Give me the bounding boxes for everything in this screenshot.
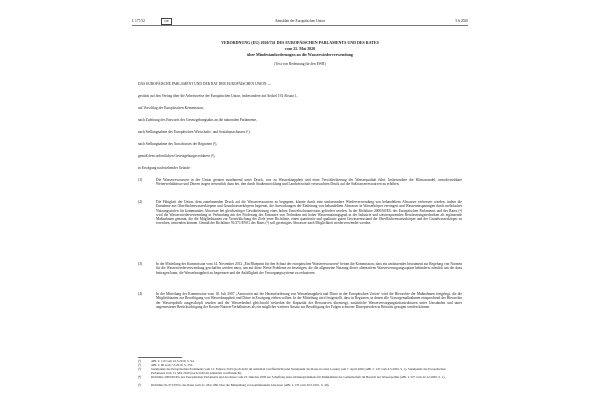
recital-text: Die Fähigkeit der Union, dem zunehmenden Druck auf die Wasserressourcen zu begegnen, könnte durch eine umfassendere Wiederverwendung von behandeltem Abwasser verbessert werden, indem die Entnahme aus Oberflächenwasserkörpern und Grundwasserkörpern begrenzt, die Auswirkungen der Einleitung von behandeltem Abwasser in Wasserkörper verringert und Wassereinsparungen durch mehrfaches Nutzungsstufen für kommunales Abwasser bei gleichzeitiger Gewährleistung eines hohen Umweltschutzniveaus gefördert werden. In der Richtlinie 2000/60/EG des Europäischen Parlaments und des Rates (⁴) wird die Wasserwiederverwendung in Verbindung mit der Förderung des Einsatzes von Techniken mit hoher Wassernutzungsgrad in der Industrie und wassersparenden Bewässerungstechniken als ergänzende Maßnahmen genannt, die die Mitgliedstaaten zur Verwirklichung der Ziele jener Richtlinie, einen quantitativ und qualitativ guten Gewässerzustand der Oberflächenwasserkörper und der Grundwasserkörper zu erreichen, anwenden können. Gemäß der Richtlinie 91/271/EWG des Rates (⁵) soll gereinigtes Abwasser nach Möglichkeit wiederverwendet werden. bbox=[156, 200, 462, 226]
regulation-title: VERORDNUNG (EU) 2020/741 DES EUROPÄISCHEN PARLAMENTS UND DES RATES bbox=[221, 40, 379, 45]
footnote-mark: (⁵) bbox=[138, 383, 142, 387]
footnote-mark: (²) bbox=[138, 363, 142, 367]
document-page bbox=[132, 0, 468, 400]
recital-text: In der Mitteilung der Kommission vom 14. November 2012 „Ein Blueprint für den Schutz der europäischen Wasserressourcen“ betont die Kommission, dass ein umfassendes Instrument zur Regelung von Normen für die Wasserwiederverwendung geschaffen werden muss, um auf diese Weise Probleme zu beseitigen, die die allgemeine Nutzung dieser alternativen Wasserversorgungsoption behindern, nämlich um die dazu beitragen kann, die Wasserknappheit zu begrenzen und die Anfälligkeit der Versorgungssysteme zu reduzieren. bbox=[156, 262, 462, 275]
citation-cor: nach Stellungnahme des Ausschusses der Regionen (²), bbox=[138, 142, 218, 146]
footnote-mark: (³) bbox=[138, 367, 142, 371]
footnote-text: Richtlinie 91/271/EWG des Rates vom 21. Mai 1991 über die Behandlung von kommunalem Abwasser (ABl. L 135 vom 30.5.1991, S. 40). bbox=[151, 383, 330, 387]
eea-relevance: (Text von Bedeutung für den EWR) bbox=[274, 62, 326, 66]
citation-eesc: nach Stellungnahme des Europäischen Wirtschafts- und Sozialausschusses (¹), bbox=[138, 130, 251, 134]
page-header bbox=[132, 16, 468, 26]
footnote-text: Standpunkt des Europäischen Parlaments vom 12. Februar 2019 (noch nicht im Amtsblatt veröffentlicht) und Standpunkt des Rates in erster Lesung vom 7. April 2020 (ABl. C 147 vom 4.5.2020, S. 1). Standpunkt des Europäischen Parlaments vom 13. Mai 2020 (noch nicht im Amtsblatt veröffentlicht). bbox=[151, 367, 446, 375]
footnote-mark: (¹) bbox=[138, 359, 142, 363]
recital-text: Die Wasserressourcen in der Union geraten zunehmend unter Druck, was zu Wasserknappheit und einer Verschlechterung der Wasserqualität führt. Insbesondere der Klimawandel, unvorhersehbare Wetterverhältnisse und Dürren tragen wesentlich dazu bei, den durch Stadtentwicklung und Landwirtschaft verursachten Druck auf die Süßwasserressourcen zu erhöhen. bbox=[156, 178, 462, 187]
regulation-subject: über Mindestanforderungen an die Wasserwiederverwendung bbox=[247, 52, 353, 57]
regulation-date: vom 25. Mai 2020 bbox=[284, 46, 316, 51]
page-reference: L 177/32 bbox=[132, 19, 145, 23]
journal-name: Amtsblatt der Europäischen Union bbox=[274, 19, 325, 23]
preamble-intro: DAS EUROPÄISCHE PARLAMENT UND DER RAT DER EUROPÄISCHEN UNION — bbox=[138, 82, 272, 86]
footnote-rule bbox=[138, 357, 182, 358]
footnote-text: ABl. C 86 vom 7.3.2019, S. 353. bbox=[151, 363, 193, 367]
citation-treaty: gestützt auf den Vertrag über die Arbeitsweise der Europäischen Union, insbesondere auf Artikel 192 Absatz 1, bbox=[138, 94, 298, 98]
language-badge: DE bbox=[161, 18, 172, 25]
footnote-text: ABl. C 110 vom 22.3.2019, S. 94. bbox=[151, 359, 195, 363]
footnote-mark: (⁴) bbox=[138, 375, 142, 379]
recital-number: (2) bbox=[138, 200, 143, 204]
footnote-text: Richtlinie 2000/60/EG des Europäischen Parlaments und des Rates vom 23. Oktober 2000 zur Schaffung eines Ordnungsrahmens für Maßnahmen der Gemeinschaft im Bereich der Wasserpolitik (ABl. L 327 vom 22.12.2000, S. 1). bbox=[151, 375, 446, 379]
publication-date: 5.6.2020 bbox=[455, 19, 468, 23]
recital-text: In der Mitteilung der Kommission vom 18. Juli 2007 „Antworten auf die Herausforderung von Wasserknappheit und Dürre in der Europäischen Union“ wird die Hierarchie der Maßnahmen festgelegt, die die Mitgliedstaaten zur Bewältigung von Wasserknappheit und Dürre in Erwägung ziehen sollten. In der Mitteilung wird festgestellt, dass in Regionen, in denen alle Vorsorgemaßnahmen entsprechend der Hierarchie der Wasserpolitik ausgeschöpft wurden und der Wasserbedarf gleichwohl weiterhin die Kapazität der Ressourcen übersteigt, zusätzliche Wasserversorgungsinfrastrukturen unter Umständen und unter angemessener Berücksichtigung der Kosten-Nutzen-Verhältnisses als ein möglicher weiterer Ansatz zur Bewältigung der Folgen schwerer Dürreperioden in Betracht gezogen werden können. bbox=[156, 292, 462, 309]
recitals-intro: in Erwägung nachstehender Gründe: bbox=[138, 166, 191, 170]
citation-national-parliaments: nach Zuleitung des Entwurfs des Gesetzgebungsakts an die nationalen Parlamente, bbox=[138, 118, 257, 122]
header-rule bbox=[132, 25, 468, 26]
recital-number: (4) bbox=[138, 292, 143, 296]
recital-number: (3) bbox=[138, 262, 143, 266]
footnote bbox=[138, 384, 460, 392]
citation-proposal: auf Vorschlag der Europäischen Kommission, bbox=[138, 106, 204, 110]
citation-procedure: gemäß dem ordentlichen Gesetzgebungsverfahren (³), bbox=[138, 154, 216, 158]
recital-number: (1) bbox=[138, 178, 143, 182]
